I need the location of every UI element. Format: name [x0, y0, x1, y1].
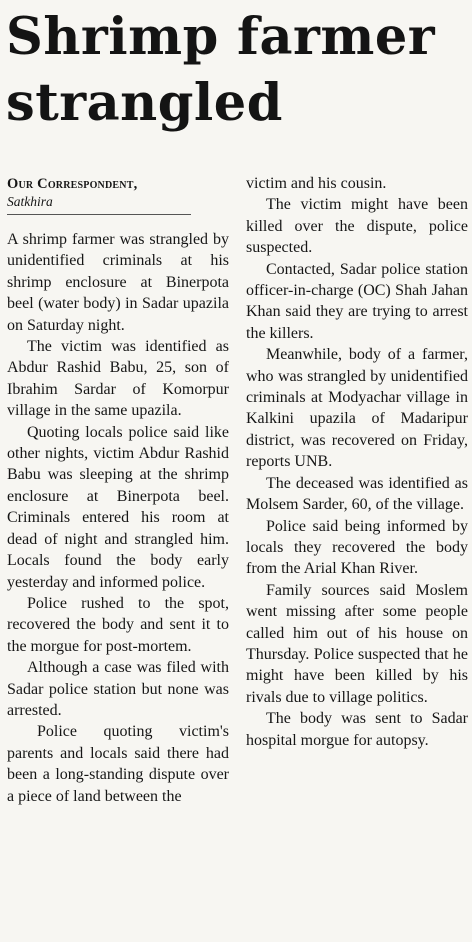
paragraph: Police rushed to the spot, recovered the body and sent it to the morgue for post-mortem. — [7, 594, 229, 655]
column-left — [7, 172, 229, 807]
headline-line-1: Shrimp farmer — [6, 7, 436, 67]
paragraph: Although a case was filed with Sadar police station but none was arrested. — [7, 659, 229, 719]
paragraph: The deceased was identified as Molsem Sarder, 60, of the village. — [246, 474, 468, 514]
paragraph: Family sources said Moslem went missing after some people called him out of his house on Thursday. Police suspected that he might have been killed by his rivals due to village politics. — [246, 581, 468, 706]
paragraph: Contacted, Sadar police station officer-in-charge (OC) Shah Jahan Khan said they are trying to arrest the killers. — [246, 260, 468, 342]
paragraph: Quoting locals police said like other nights, victim Abdur Rashid Babu was sleeping at the shrimp enclosure at Binerpota beel. Criminals entered his room at dead of night and strangled him. Locals found the body early yesterday and informed police. — [7, 423, 229, 591]
paragraph: Police said being informed by locals they recovered the body from the Arial Khan River. — [246, 517, 468, 578]
paragraph: Meanwhile, body of a farmer, who was strangled by unidentified criminals at Modyachar village in Kalkini upazila of Madaripur district, was recovered on Friday, reports UNB. — [246, 346, 468, 471]
paragraph: A shrimp farmer was strangled by unidentified criminals at his shrimp enclosure at Binerpota beel (water body) in Sadar upazila on Saturday night. — [7, 231, 229, 334]
byline-author: Our Correspondent, — [7, 176, 138, 192]
headline-line-2: strangled — [6, 73, 283, 133]
paragraph: The body was sent to Sadar hospital morgue for autopsy. — [246, 710, 468, 749]
column-right — [246, 173, 468, 751]
byline-location: Satkhira — [7, 193, 191, 215]
paragraph: The victim was identified as Abdur Rashid Babu, 25, son of Ibrahim Sardar of Komorpur village in the same upazila. — [7, 338, 229, 420]
paragraph: The victim might have been killed over the dispute, police suspected. — [246, 196, 468, 257]
headline — [6, 4, 468, 136]
paragraph: Police quoting victim's parents and locals said there had been a long-standing dispute over a piece of land between the — [7, 723, 229, 805]
byline — [7, 176, 229, 215]
paragraph-continued: victim and his cousin. — [246, 175, 387, 192]
